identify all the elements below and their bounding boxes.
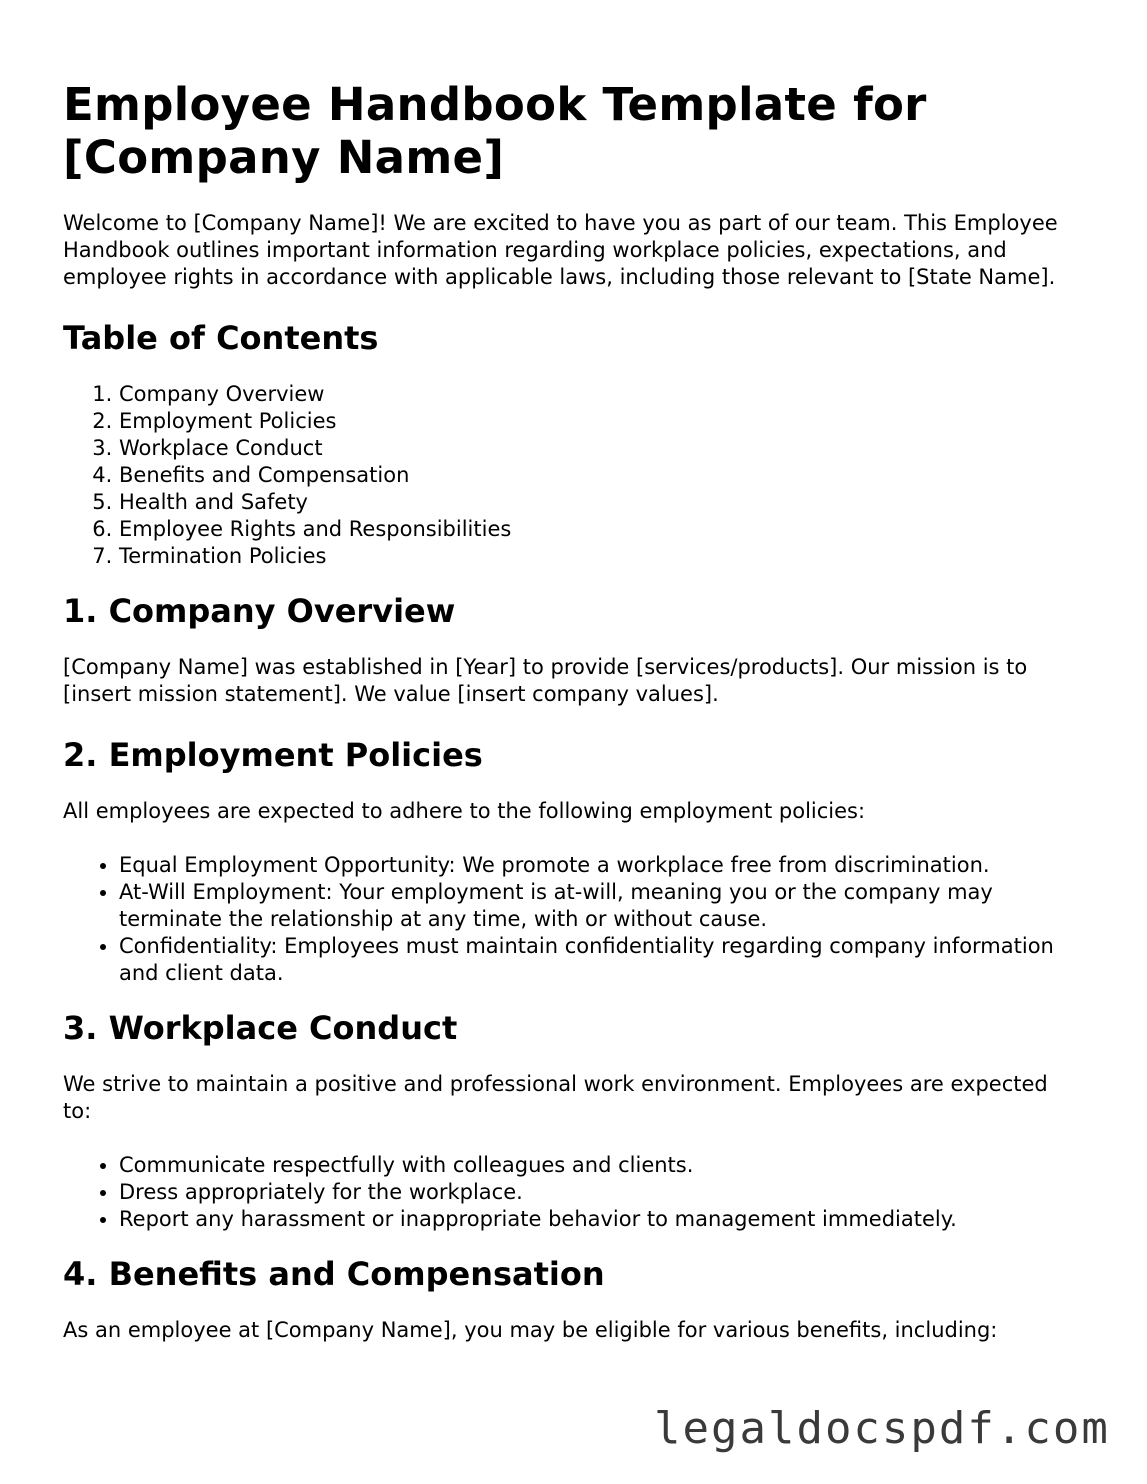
- toc-heading: Table of Contents: [63, 319, 379, 357]
- workplace-conduct-text: We strive to maintain a positive and professional work environment. Employees are expected to:: [63, 1072, 1048, 1123]
- toc-item: 7. Termination Policies: [119, 543, 1073, 570]
- list-item: • Confidentiality: Employees must maintain confidentiality regarding company information and client data.: [119, 933, 1073, 987]
- intro-paragraph: Welcome to [Company Name]! We are excited to have you as part of our team. This Employee Handbook outlines important information regarding workplace policies, expectations, and employee rights in accordance with applicable laws, including those relevant to [State Name].: [63, 211, 1058, 289]
- list-item: • Communicate respectfully with colleagues and clients.: [119, 1152, 1073, 1179]
- employment-policies-list: [63, 852, 1073, 987]
- benefits-text: As an employee at [Company Name], you may be eligible for various benefits, including:: [63, 1318, 998, 1342]
- toc-item: 3. Workplace Conduct: [119, 435, 1073, 462]
- list-item: • Dress appropriately for the workplace.: [119, 1179, 1073, 1206]
- section-heading-employment-policies: 2. Employment Policies: [63, 736, 483, 774]
- list-item: • Equal Employment Opportunity: We promote a workplace free from discrimination.: [119, 852, 1073, 879]
- document-title: Employee Handbook Template for [Company Name]: [63, 78, 927, 184]
- toc-item: 6. Employee Rights and Responsibilities: [119, 516, 1073, 543]
- section-heading-benefits: 4. Benefits and Compensation: [63, 1255, 605, 1293]
- list-item: • Report any harassment or inappropriate behavior to management immediately.: [119, 1206, 1073, 1233]
- section-heading-company-overview: 1. Company Overview: [63, 592, 456, 630]
- workplace-conduct-list: [63, 1152, 1073, 1233]
- list-item: • At-Will Employment: Your employment is at-will, meaning you or the company may terminate the relationship at any time, with or without cause.: [119, 879, 1073, 933]
- toc-item: 4. Benefits and Compensation: [119, 462, 1073, 489]
- toc-item: 1. Company Overview: [119, 381, 1073, 408]
- employment-policies-text: All employees are expected to adhere to the following employment policies:: [63, 799, 866, 823]
- toc-list: [63, 381, 1073, 570]
- toc-item: 5. Health and Safety: [119, 489, 1073, 516]
- toc-item: 2. Employment Policies: [119, 408, 1073, 435]
- watermark: legaldocspdf.com: [650, 1403, 1114, 1455]
- company-overview-text: [Company Name] was established in [Year] to provide [services/products]. Our mission is to [insert mission statement]. We value [insert company values].: [63, 655, 1028, 706]
- document-page: [63, 78, 1073, 1371]
- section-heading-workplace-conduct: 3. Workplace Conduct: [63, 1009, 458, 1047]
